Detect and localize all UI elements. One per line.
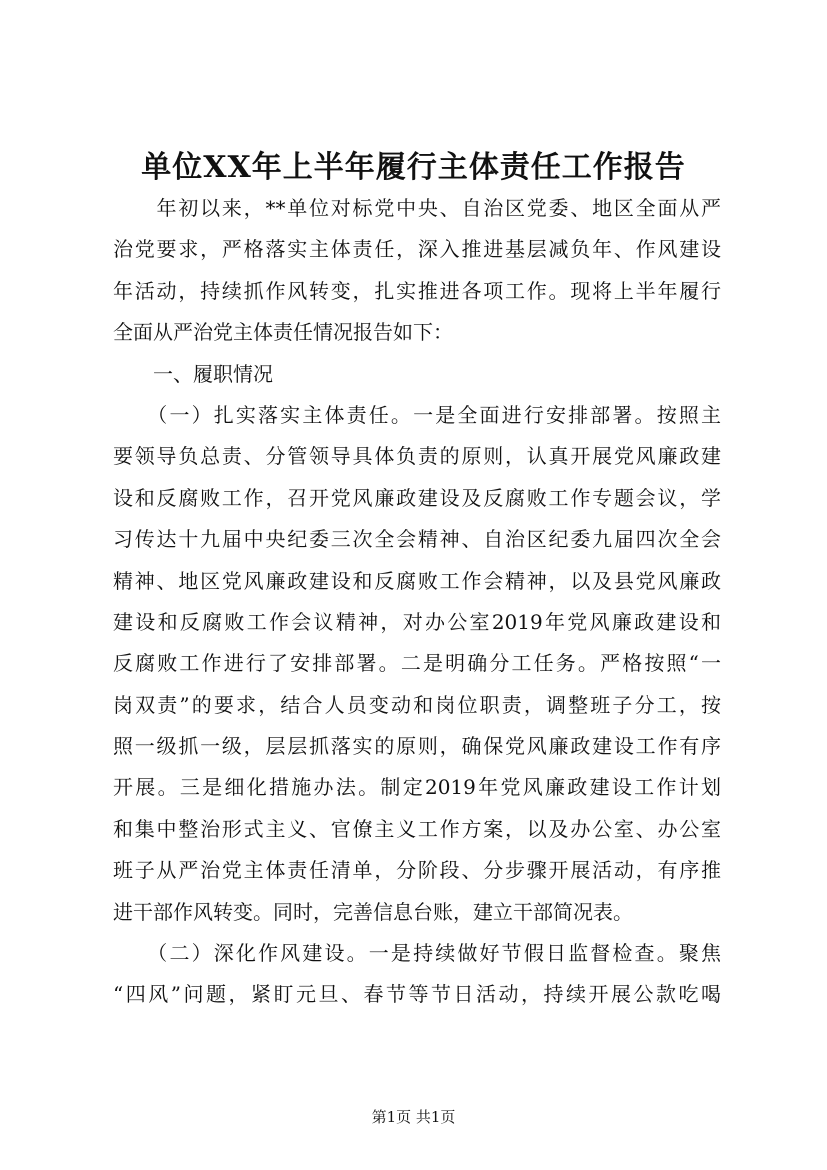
body-line: 班子从严治党主体责任清单，分阶段、分步骤开展活动，有序推 [113, 858, 721, 883]
body-line: 设和反腐败工作，召开党风廉政建设及反腐败工作专题会议，学 [113, 485, 721, 510]
body-line: 照一级抓一级，层层抓落实的原则，确保党风廉政建设工作有序 [113, 734, 721, 759]
body-line: 建设和反腐败工作会议精神，对办公室2019年党风廉政建设和 [113, 609, 721, 634]
body-line: 全面从严治党主体责任情况报告如下： [113, 320, 453, 345]
page-footer: 第1页 共1页 [371, 1108, 456, 1126]
body-line: 习传达十九届中央纪委三次全会精神、自治区纪委九届四次全会 [113, 527, 721, 552]
body-line: 进干部作风转变。同时，完善信息台账，建立干部简况表。 [113, 899, 633, 924]
body-line: 岗双责”的要求，结合人员变动和岗位职责，调整班子分工，按 [113, 692, 721, 717]
body-line: 年初以来，**单位对标党中央、自治区党委、地区全面从严 [113, 196, 721, 220]
body-line: 反腐败工作进行了安排部署。二是明确分工任务。严格按照“一 [113, 651, 721, 676]
document-title: 单位XX年上半年履行主体责任工作报告 [141, 150, 686, 185]
body-line: 和集中整治形式主义、官僚主义工作方案，以及办公室、办公室 [113, 816, 721, 841]
body-line: （一）扎实落实主体责任。一是全面进行安排部署。按照主 [113, 402, 721, 427]
document-body [113, 188, 721, 1016]
body-line: 要领导负总责、分管领导具体负责的原则，认真开展党风廉政建 [113, 444, 721, 469]
body-line: 治党要求，严格落实主体责任，深入推进基层减负年、作风建设 [113, 237, 721, 262]
body-line: 一、履职情况 [113, 361, 273, 386]
body-line: 精神、地区党风廉政建设和反腐败工作会精神，以及县党风廉政 [113, 568, 721, 593]
body-line: “四风”问题，紧盯元旦、春节等节日活动，持续开展公款吃喝 [113, 982, 721, 1007]
body-line: 开展。三是细化措施办法。制定2019年党风廉政建设工作计划 [113, 775, 721, 800]
body-line: 年活动，持续抓作风转变，扎实推进各项工作。现将上半年履行 [113, 278, 721, 303]
body-line: （二）深化作风建设。一是持续做好节假日监督检查。聚焦 [113, 941, 721, 966]
